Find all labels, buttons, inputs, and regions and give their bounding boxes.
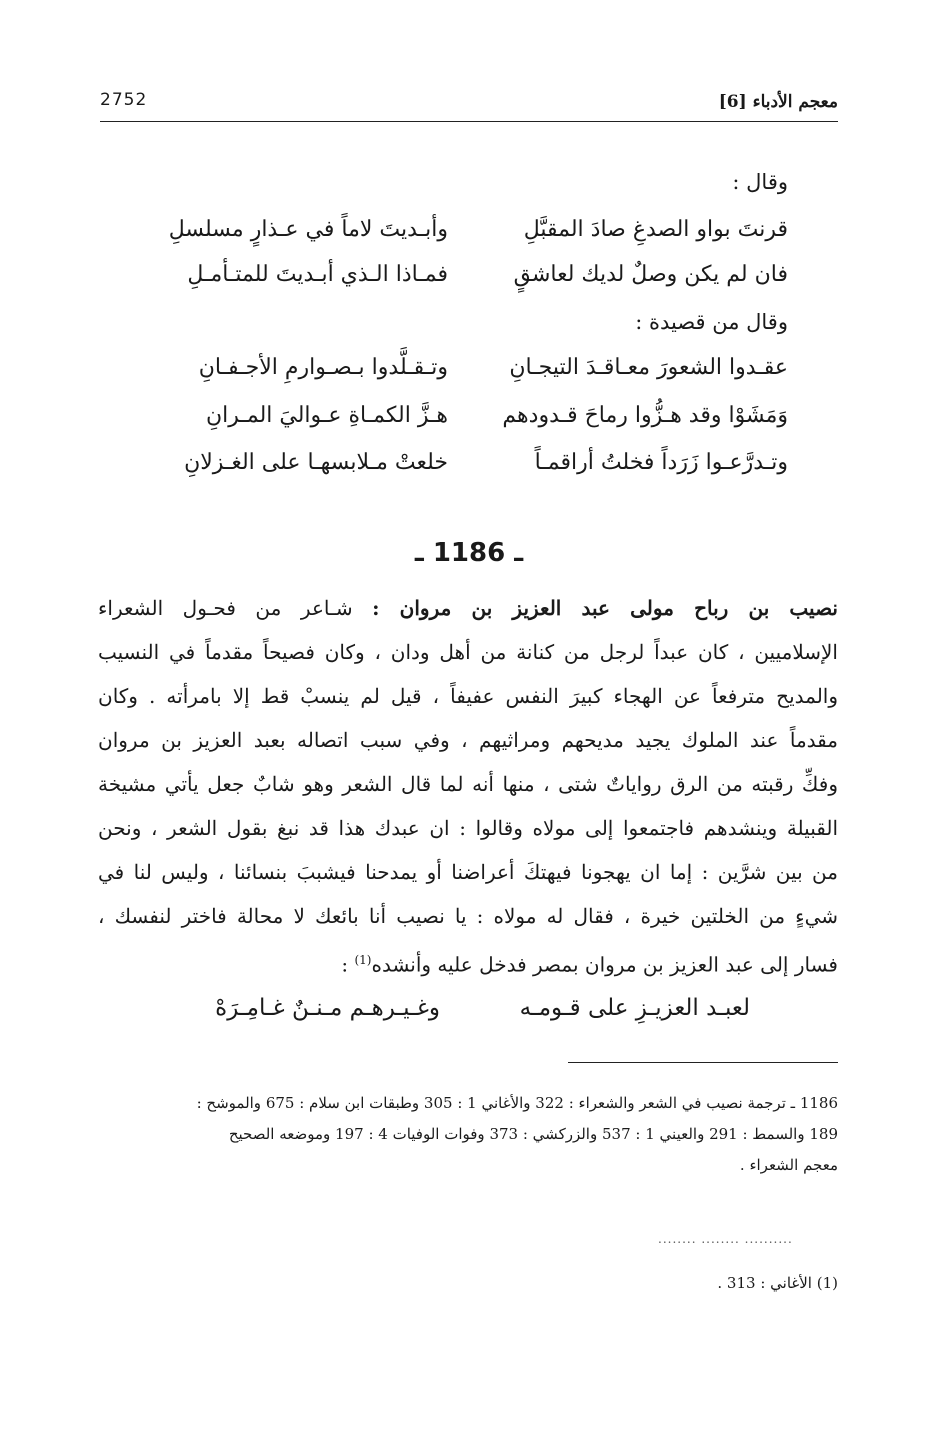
verse-hemistich-second: وغـيـرهـم مـنـنٌ غـامِـرَهْ bbox=[215, 995, 440, 1021]
verse-hemistich-second: هـزَّ الكمـاةِ عـواليَ المـرانِ bbox=[206, 403, 448, 428]
entry-line: شيءٍ من الخلتين خيرة ، فقال له مولاه : يا نصيب أنا بائعك لا محالة فاختر لنفسك ، bbox=[98, 904, 838, 928]
entry-name: نصيب بن رباح مولى عبد العزيز بن مروان : bbox=[372, 596, 838, 620]
line-end: : bbox=[341, 952, 355, 977]
entry-line: وفكِّ رقبته من الرق رواياتٌ شتى ، منها أنه لما قال الشعر وهو شابٌ جعل يأتي مشيخة bbox=[98, 772, 838, 796]
entry-last-line bbox=[98, 938, 838, 987]
verse-hemistich-first: وتـدرَّعـوا زَرَداً فخلتُ أراقمـاً bbox=[534, 450, 788, 475]
running-title: معجم الأدباء [6] bbox=[718, 92, 838, 112]
verse-hemistich-second: فمـاذا الـذي أبـديتَ للمتـأمـلِ bbox=[187, 262, 448, 287]
entry-text: شـاعر من فحـول الشعراء bbox=[98, 596, 353, 620]
poem-intro: وقال من قصيدة : bbox=[635, 310, 788, 334]
poem-intro: وقال : bbox=[732, 170, 788, 194]
entry-first-line bbox=[98, 586, 838, 630]
verse-hemistich-first: لعبـد العزيـزِ على قـومـه bbox=[519, 995, 750, 1021]
footnote-rule bbox=[568, 1062, 838, 1063]
entry-line: القبيلة وينشدهم فاجتمعوا إلى مولاه وقالوا : ان عبدك هذا قد نبغ بقول الشعر ، ونحن bbox=[98, 816, 838, 840]
verse-hemistich-second: وأبـديتَ لاماً في عـذارٍ مسلسلِ bbox=[168, 217, 448, 242]
verse-hemistich-first: فان لم يكن وصلٌ لديك لعاشقٍ bbox=[513, 262, 788, 287]
entry-line: والمديح مترفعاً عن الهجاء كبيرَ النفس عفيفاً ، قيل لم ينسبْ قط إلا بامرأته . وكان bbox=[98, 684, 838, 708]
footnote-1: (1) الأغاني : 313 . bbox=[717, 1274, 838, 1292]
verse-hemistich-second: خلعتْ مـلابسهـا على الغـزلانِ bbox=[184, 450, 448, 475]
page-number: 2752 bbox=[100, 90, 148, 110]
footnote-marker: (1) bbox=[354, 953, 372, 967]
footnote-source-line: 189 والسمط : 291 والعيني 1 : 537 والزركشي : 373 وفوات الوفيات 4 : 197 وموضعه الصحيح bbox=[228, 1125, 838, 1143]
header-rule bbox=[100, 121, 838, 122]
verse-hemistich-second: وتـقـلَّدوا بـصـوارمِ الأجـفـانِ bbox=[198, 355, 448, 380]
verse-hemistich-first: وَمَشَوْا وقد هـزُّوا رماحَ قـدودهم bbox=[502, 403, 788, 428]
entry-number: ـ 1186 ـ bbox=[414, 538, 524, 568]
verse-hemistich-first: عقـدوا الشعورَ معـاقـدَ التيجـانِ bbox=[509, 355, 788, 380]
entry-line: الإسلاميين ، كان عبداً لرجل من كنانة من أهل ودان ، وكان فصيحاً مقدماً في النسيب bbox=[98, 640, 838, 664]
verse-hemistich-first: قرنتَ بواو الصدغِ صادَ المقبَّلِ bbox=[523, 217, 788, 242]
footnote-source-line: 1186 ـ ترجمة نصيب في الشعر والشعراء : 322 والأغاني 1 : 305 وطبقات ابن سلام : 675 والموشح : bbox=[196, 1094, 838, 1112]
entry-line: فسار إلى عبد العزيز بن مروان بمصر فدخل عليه وأنشده bbox=[371, 952, 838, 977]
footnote-source-line: معجم الشعراء . bbox=[739, 1156, 838, 1174]
footnote-separator: ........ ........ .......... bbox=[658, 1232, 793, 1246]
entry-line: مقدماً عند الملوك يجيد مديحهم ومراثيهم ، وفي سبب اتصاله بعبد العزيز بن مروان bbox=[98, 728, 838, 752]
entry-line: من بين شرَّين : إما ان يهجونا فيهتكَ أعراضنا أو يمدحنا فيشببَ بنسائنا ، وليس لنا في bbox=[98, 860, 838, 884]
